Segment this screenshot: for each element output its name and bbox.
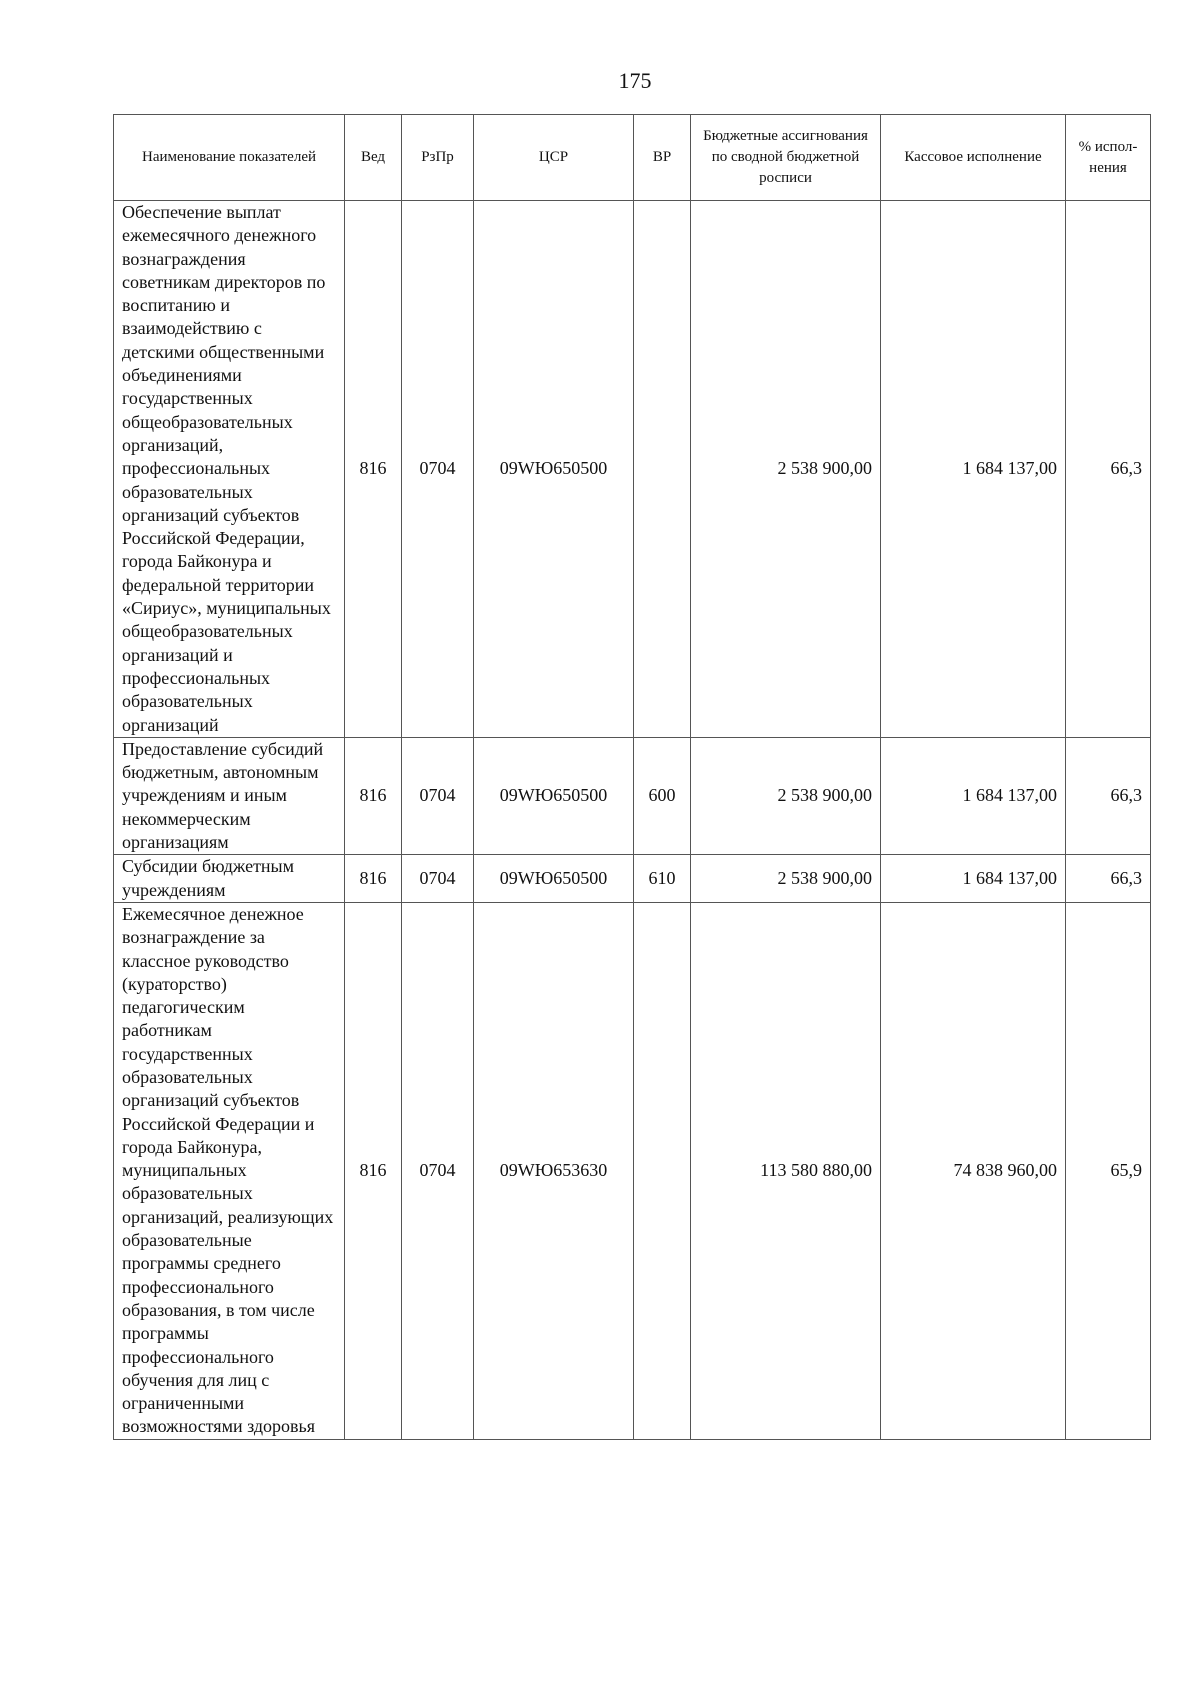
row-cash: 1 684 137,00: [881, 855, 1066, 903]
row-cash: 1 684 137,00: [881, 201, 1066, 738]
table-row: [114, 902, 1151, 1439]
row-percent: 66,3: [1066, 201, 1151, 738]
row-csr: 09WЮ650500: [474, 855, 634, 903]
row-rzpr: 0704: [402, 902, 474, 1439]
header-csr: ЦСР: [474, 115, 634, 201]
header-cash: Кассовое исполнение: [881, 115, 1066, 201]
row-ved: 816: [345, 855, 402, 903]
row-csr: 09WЮ650500: [474, 737, 634, 854]
row-vr: 610: [634, 855, 691, 903]
row-rzpr: 0704: [402, 201, 474, 738]
row-csr: 09WЮ650500: [474, 201, 634, 738]
row-percent: 65,9: [1066, 902, 1151, 1439]
page-number: 175: [618, 68, 652, 93]
row-name: Предоставление субсидий бюджетным, автономным учреждениям и иным некоммерческим организациям: [114, 737, 345, 854]
row-budget: 2 538 900,00: [691, 855, 881, 903]
header-budget: Бюджетные ассигнования по сводной бюджетной росписи: [691, 115, 881, 201]
row-budget: 2 538 900,00: [691, 201, 881, 738]
row-vr: [634, 201, 691, 738]
row-budget: 113 580 880,00: [691, 902, 881, 1439]
row-vr: [634, 902, 691, 1439]
row-name: Ежемесячное денежное вознаграждение за классное руководство (кураторство) педагогическим работникам государственных образовательных организаций субъектов Российской Федерации и города Байконура, муниципальных образовательных организаций, реализующих образовательные программы среднего профессионального образования, в том числе программы профессионального обучения для лиц с ограниченными возможностями здоровья: [114, 902, 345, 1439]
row-cash: 74 838 960,00: [881, 902, 1066, 1439]
row-ved: 816: [345, 737, 402, 854]
row-cash: 1 684 137,00: [881, 737, 1066, 854]
header-name: Наименование показателей: [114, 115, 345, 201]
header-rzpr: РзПр: [402, 115, 474, 201]
budget-execution-table: [113, 114, 1151, 1440]
header-percent: % испол-нения: [1066, 115, 1151, 201]
header-ved: Вед: [345, 115, 402, 201]
header-vr: ВР: [634, 115, 691, 201]
row-name: Субсидии бюджетным учреждениям: [114, 855, 345, 903]
row-vr: 600: [634, 737, 691, 854]
row-rzpr: 0704: [402, 737, 474, 854]
row-rzpr: 0704: [402, 855, 474, 903]
row-budget: 2 538 900,00: [691, 737, 881, 854]
table-row: [114, 201, 1151, 738]
row-percent: 66,3: [1066, 737, 1151, 854]
table-row: [114, 737, 1151, 854]
table-row: [114, 855, 1151, 903]
row-ved: 816: [345, 902, 402, 1439]
row-name: Обеспечение выплат ежемесячного денежного вознаграждения советникам директоров по воспитанию и взаимодействию с детскими общественными объединениями государственных общеобразовательных организаций, профессиональных образовательных организаций субъектов Российской Федерации, города Байконура и федеральной территории «Сириус», муниципальных общеобразовательных организаций и профессиональных образовательных организаций: [114, 201, 345, 738]
table-header-row: [114, 115, 1151, 201]
row-ved: 816: [345, 201, 402, 738]
row-csr: 09WЮ653630: [474, 902, 634, 1439]
row-percent: 66,3: [1066, 855, 1151, 903]
